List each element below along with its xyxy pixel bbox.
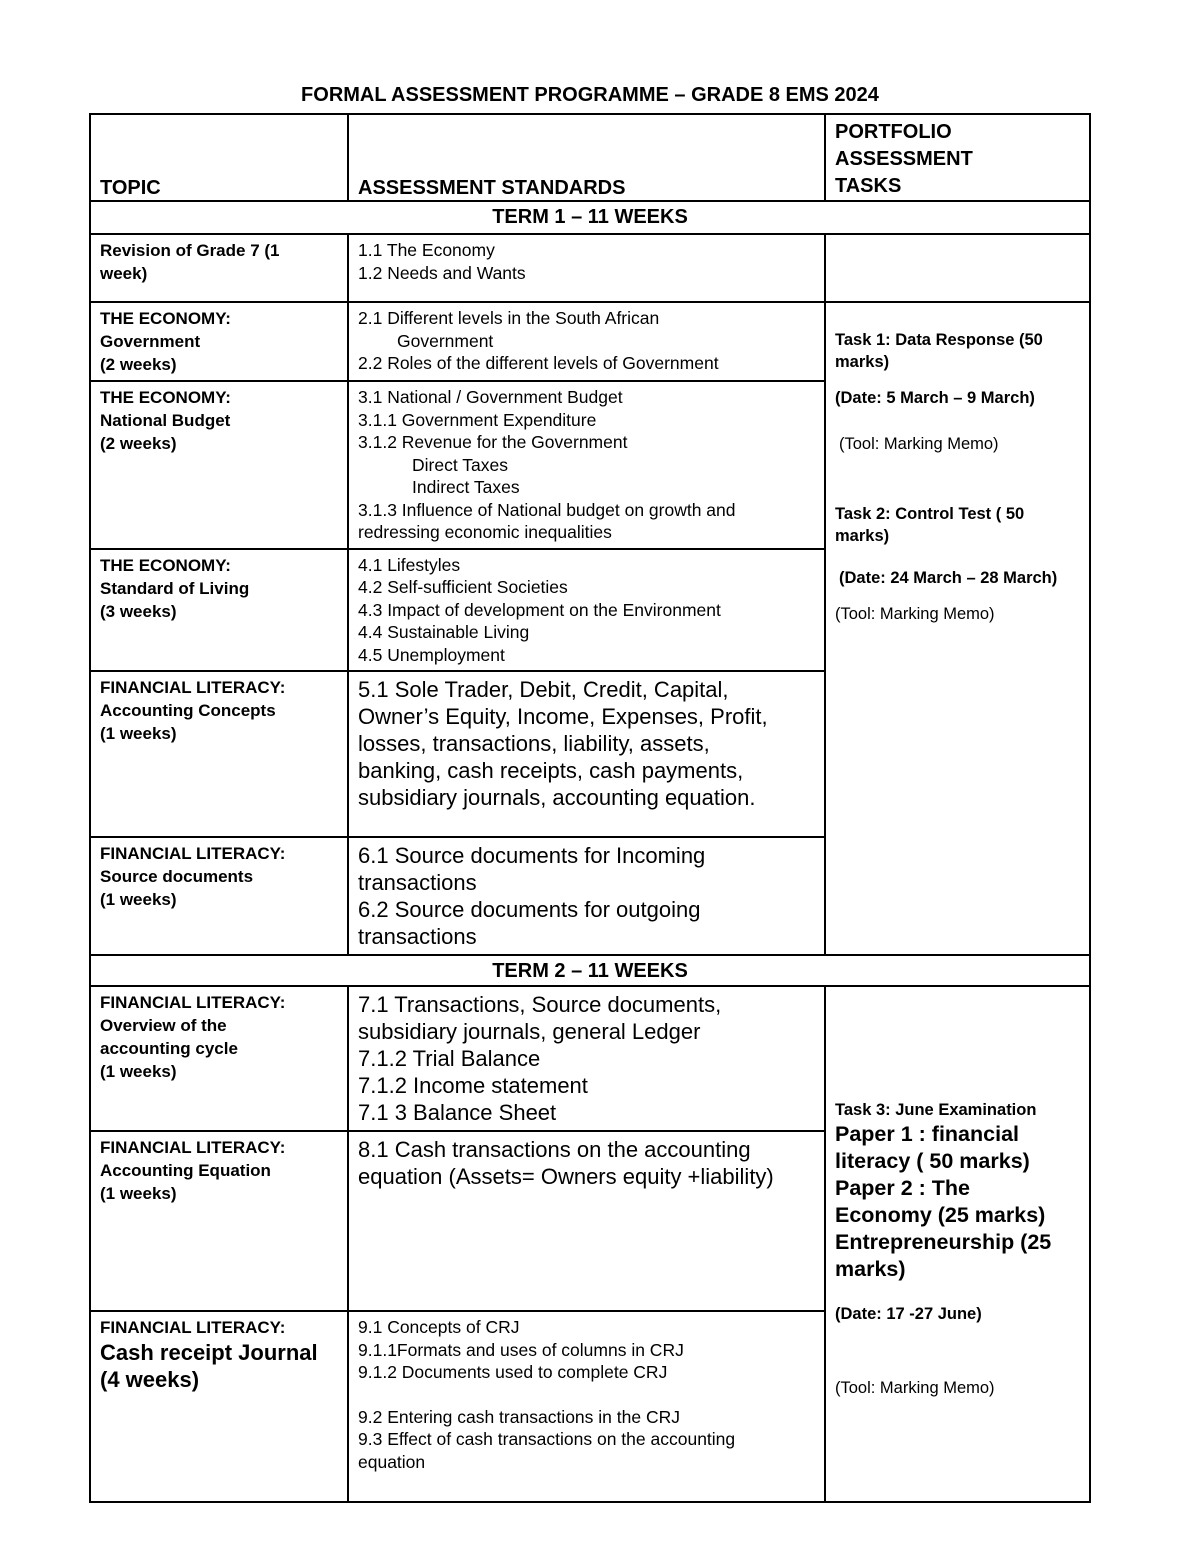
- table-row: [90, 302, 1090, 381]
- standards-cell: 3.1 National / Government Budget 3.1.1 Government Expenditure 3.1.2 Revenue for the Government Direct Taxes Indirect Taxes 3.1.3 Influence of National budget on growth and redressing economic inequalities: [348, 381, 825, 549]
- tasks-cell-empty: [825, 234, 1090, 302]
- topic-cell: THE ECONOMY: Standard of Living (3 weeks): [90, 549, 348, 672]
- term-row: [90, 955, 1090, 986]
- task-3-title: Task 3: June Examination: [835, 1101, 1037, 1119]
- task-1-tool: (Tool: Marking Memo): [839, 435, 999, 453]
- table-row: [90, 986, 1090, 1131]
- topic-cell: FINANCIAL LITERACY: Cash receipt Journal (4 weeks): [90, 1311, 348, 1502]
- term-2-label: TERM 2 – 11 WEEKS: [90, 955, 1090, 986]
- task-1-title: Task 1: Data Response (50: [835, 331, 1043, 349]
- task-1-date: (Date: 5 March – 9 March): [835, 389, 1035, 407]
- topic-cell: FINANCIAL LITERACY: Overview of the accounting cycle (1 weeks): [90, 986, 348, 1131]
- topic-cell: FINANCIAL LITERACY: Accounting Concepts (1 weeks): [90, 671, 348, 837]
- standards-cell: 4.1 Lifestyles 4.2 Self-sufficient Societies 4.3 Impact of development on the Environment 4.4 Sustainable Living 4.5 Unemployment: [348, 549, 825, 672]
- standards-cell: 5.1 Sole Trader, Debit, Credit, Capital, Owner’s Equity, Income, Expenses, Profit, losses, transactions, liability, assets, banking, cash receipts, cash payments, subsidiary journals, accounting equation.: [348, 671, 825, 837]
- standards-cell: 8.1 Cash transactions on the accounting equation (Assets= Owners equity +liability): [348, 1131, 825, 1311]
- standards-cell: 6.1 Source documents for Incoming transactions 6.2 Source documents for outgoing transactions: [348, 837, 825, 955]
- standards-cell: 2.1 Different levels in the South African Government 2.2 Roles of the different levels of Government: [348, 302, 825, 381]
- table-row: [90, 234, 1090, 302]
- page-title: FORMAL ASSESSMENT PROGRAMME – GRADE 8 EMS 2024: [301, 84, 879, 106]
- term-row: [90, 201, 1090, 234]
- term-1-tasks-cell: Task 1: Data Response (50 marks) (Date: 5 March – 9 March) (Tool: Marking Memo) Task 2: Control Test ( 50 marks) (Date: 24 March – 28 March) (Tool: Marking Memo): [825, 302, 1090, 955]
- task-3-date: (Date: 17 -27 June): [835, 1305, 982, 1323]
- standards-cell: 1.1 The Economy 1.2 Needs and Wants: [348, 234, 825, 302]
- task-2-tool: (Tool: Marking Memo): [835, 605, 995, 623]
- standards-cell: 7.1 Transactions, Source documents, subsidiary journals, general Ledger 7.1.2 Trial Balance 7.1.2 Income statement 7.1 3 Balance Sheet: [348, 986, 825, 1131]
- topic-cell: THE ECONOMY: National Budget (2 weeks): [90, 381, 348, 549]
- topic-cell: Revision of Grade 7 (1 week): [90, 234, 348, 302]
- task-2-date: (Date: 24 March – 28 March): [839, 569, 1058, 587]
- table-header-row: [90, 114, 1090, 201]
- topic-cell: FINANCIAL LITERACY: Source documents (1 weeks): [90, 837, 348, 955]
- header-standards: ASSESSMENT STANDARDS: [348, 114, 825, 201]
- task-2-title: Task 2: Control Test ( 50: [835, 505, 1025, 523]
- term-2-tasks-cell: Task 3: June Examination Paper 1 : financial literacy ( 50 marks) Paper 2 : The Economy (25 marks) Entrepreneurship (25 marks) (Date: 17 -27 June) (Tool: Marking Memo): [825, 986, 1090, 1502]
- assessment-table: [89, 113, 1091, 1503]
- topic-cell: THE ECONOMY: Government (2 weeks): [90, 302, 348, 381]
- term-1-label: TERM 1 – 11 WEEKS: [90, 201, 1090, 234]
- topic-cell: FINANCIAL LITERACY: Accounting Equation (1 weeks): [90, 1131, 348, 1311]
- task-3-tool: (Tool: Marking Memo): [835, 1379, 995, 1397]
- header-topic: TOPIC: [90, 114, 348, 201]
- standards-cell: 9.1 Concepts of CRJ 9.1.1Formats and uses of columns in CRJ 9.1.2 Documents used to complete CRJ 9.2 Entering cash transactions in the CRJ 9.3 Effect of cash transactions on the accounting equation: [348, 1311, 825, 1502]
- header-portfolio: PORTFOLIO ASSESSMENT TASKS: [825, 114, 1090, 201]
